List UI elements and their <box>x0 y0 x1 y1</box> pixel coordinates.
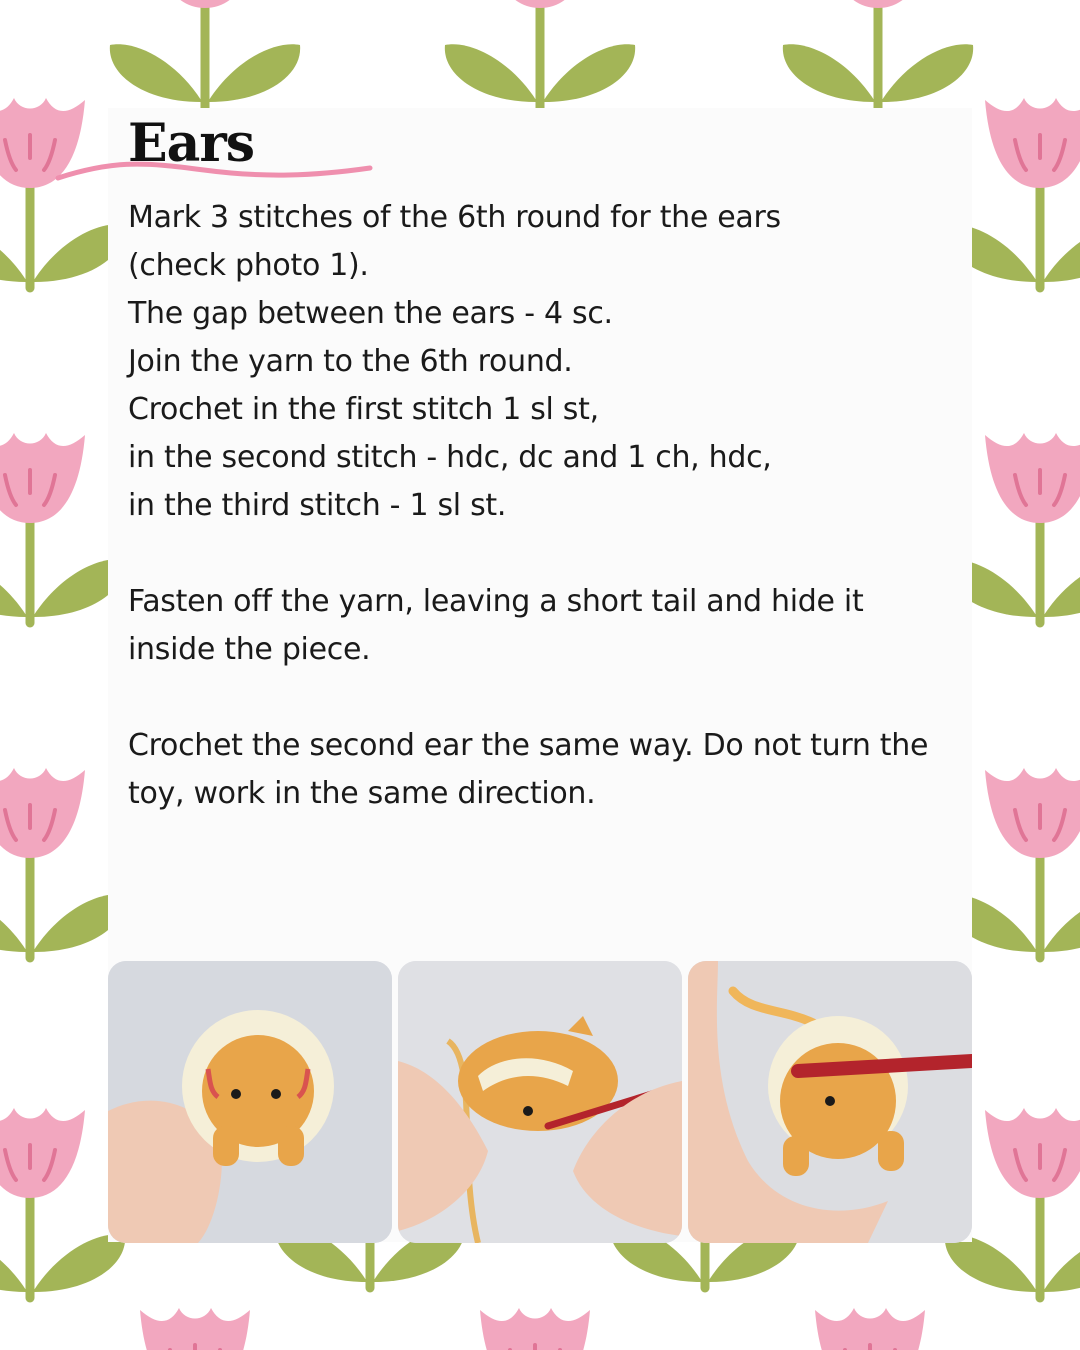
instruction-line: The gap between the ears - 4 sc. <box>128 296 613 331</box>
photo-strip <box>108 961 972 1243</box>
instruction-line: Crochet in the first stitch 1 sl st, <box>128 392 599 427</box>
tulip-decoration-icon <box>775 1308 965 1350</box>
instruction-line: in the second stitch - hdc, dc and 1 ch, hdc, <box>128 440 772 475</box>
instruction-line: toy, work in the same direction. <box>128 776 596 811</box>
instruction-paragraph <box>128 722 968 818</box>
instruction-paragraph <box>128 578 968 674</box>
instruction-line: in the third stitch - 1 sl st. <box>128 488 507 523</box>
instruction-line: inside the piece. <box>128 632 371 667</box>
photo-2 <box>398 961 682 1243</box>
tulip-decoration-icon <box>0 98 125 288</box>
tulip-decoration-icon <box>100 1308 290 1350</box>
tulip-decoration-icon <box>440 1308 630 1350</box>
instruction-line: (check photo 1). <box>128 248 369 283</box>
instruction-paragraph <box>128 194 968 530</box>
tulip-decoration-icon <box>0 768 125 958</box>
tulip-decoration-icon <box>445 0 635 108</box>
instructions-text <box>128 194 968 866</box>
tulip-decoration-icon <box>783 0 973 108</box>
tulip-decoration-icon <box>0 1108 125 1298</box>
photo-3 <box>688 961 972 1243</box>
photo-1 <box>108 961 392 1243</box>
tulip-decoration-icon <box>110 0 300 108</box>
instruction-line: Join the yarn to the 6th round. <box>128 344 573 379</box>
instruction-line: Fasten off the yarn, leaving a short tail and hide it <box>128 584 864 619</box>
instruction-line: Crochet the second ear the same way. Do not turn the <box>128 728 929 763</box>
instruction-line: Mark 3 stitches of the 6th round for the ears <box>128 200 781 235</box>
section-title: Ears <box>128 113 254 174</box>
tulip-decoration-icon <box>0 433 125 623</box>
